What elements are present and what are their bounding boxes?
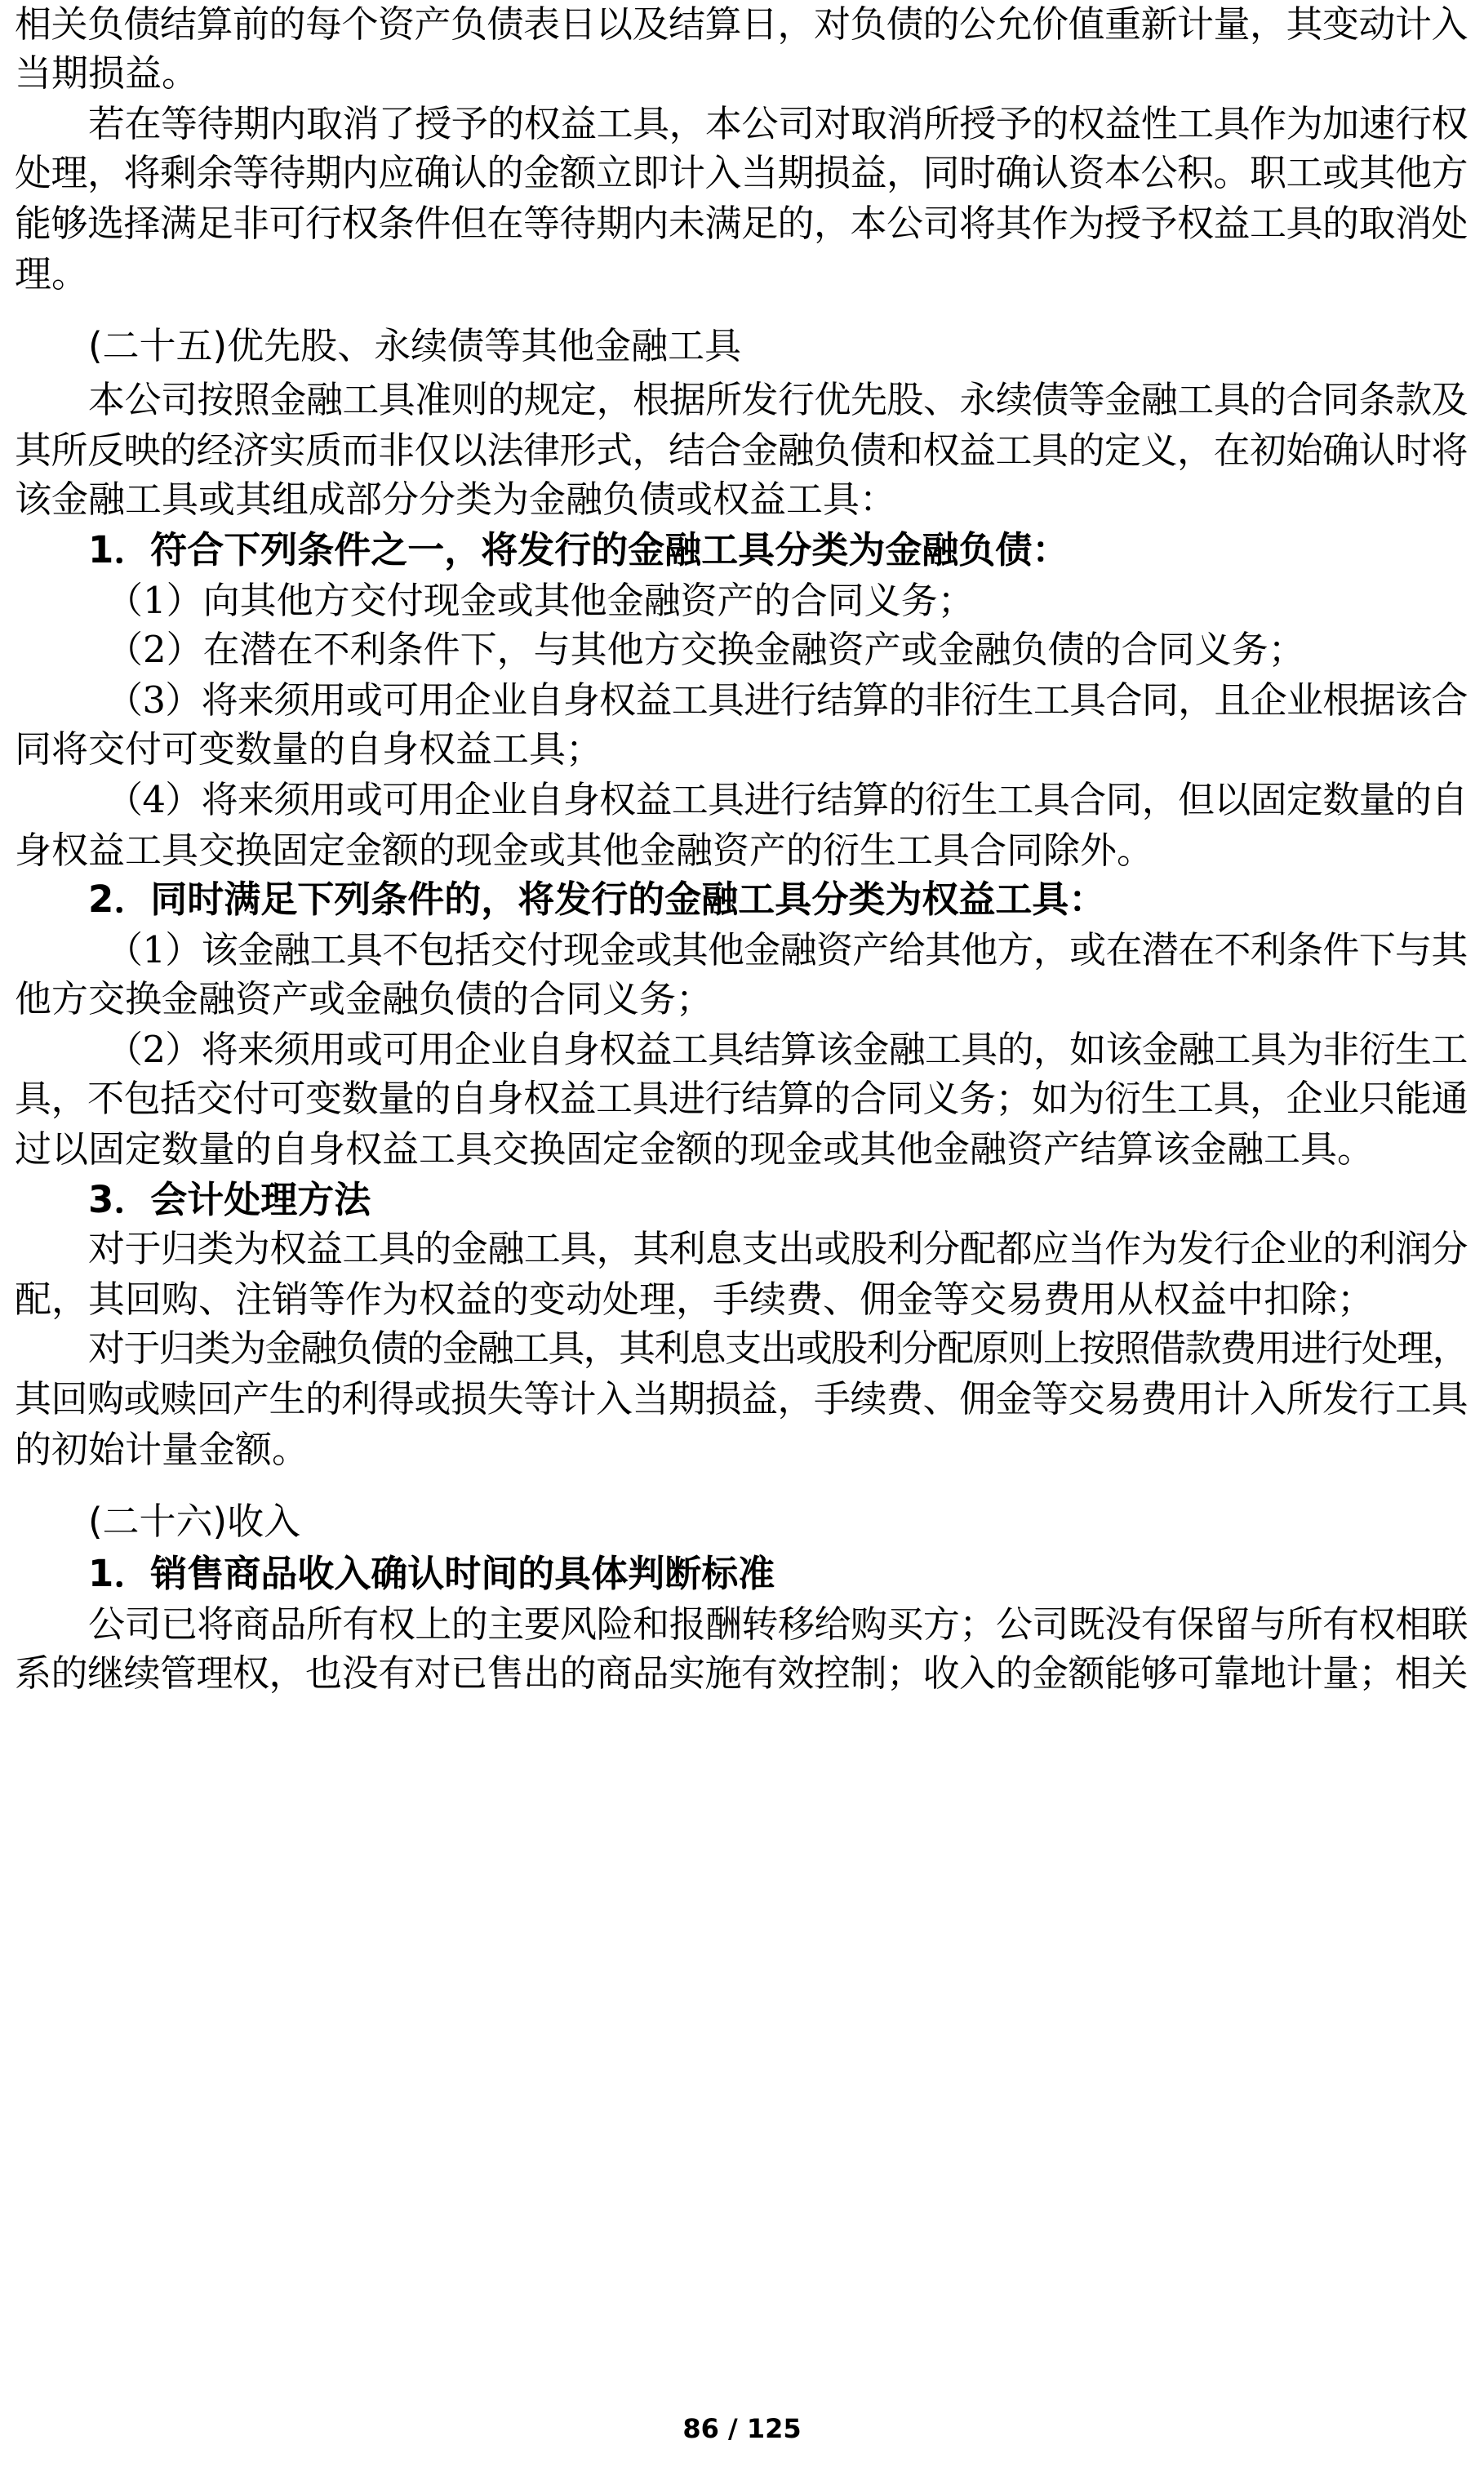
section-heading: 2．同时满足下列条件的，将发行的金融工具分类为权益工具：: [88, 878, 1106, 921]
section-heading: 1．销售商品收入确认时间的具体判断标准: [88, 1552, 775, 1595]
text-line: （1）向其他方交付现金或其他金融资产的合同义务；: [106, 579, 975, 622]
page-number: 86 / 125: [682, 2413, 802, 2444]
text-line: 的初始计量金额。: [15, 1428, 309, 1471]
text-line: （2）将来须用或可用企业自身权益工具结算该金融工具的，如该金融工具为非衍生工: [106, 1028, 1468, 1071]
text-line: 本公司按照金融工具准则的规定，根据所发行优先股、永续债等金融工具的合同条款及: [88, 378, 1468, 421]
text-line: （1）该金融工具不包括交付现金或其他金融资产给其他方，或在潜在不利条件下与其: [106, 928, 1468, 971]
text-line: 系的继续管理权，也没有对已售出的商品实施有效控制；收入的金额能够可靠地计量；相关: [15, 1651, 1468, 1695]
text-line: 配，其回购、注销等作为权益的变动处理，手续费、佣金等交易费用从权益中扣除；: [15, 1278, 1375, 1321]
text-line: （3）将来须用或可用企业自身权益工具进行结算的非衍生工具合同，且企业根据该合: [106, 678, 1468, 722]
text-line: 其所反映的经济实质而非仅以法律形式，结合金融负债和权益工具的定义，在初始确认时将: [15, 429, 1468, 472]
text-line: 过以固定数量的自身权益工具交换固定金额的现金或其他金融资产结算该金融工具。: [15, 1127, 1375, 1171]
text-line: 相关负债结算前的每个资产负债表日以及结算日，对负债的公允价值重新计量，其变动计入: [15, 2, 1468, 46]
section-heading: 1．符合下列条件之一，将发行的金融工具分类为金融负债：: [88, 528, 1069, 571]
text-line: 对于归类为金融负债的金融工具，其利息支出或股利分配原则上按照借款费用进行处理，: [88, 1327, 1468, 1370]
text-line: （2）在潜在不利条件下，与其他方交换金融资产或金融负债的合同义务；: [106, 628, 1305, 671]
text-line: 他方交换金融资产或金融负债的合同义务；: [15, 977, 713, 1020]
text-line: 当期损益。: [15, 51, 199, 95]
text-line: 能够选择满足非可行权条件但在等待期内未满足的，本公司将其作为授予权益工具的取消处: [15, 202, 1468, 245]
text-line: 处理，将剩余等待期内应确认的金额立即计入当期损益，同时确认资本公积。职工或其他方: [15, 151, 1468, 194]
text-line: 同将交付可变数量的自身权益工具；: [15, 727, 603, 771]
text-line: 对于归类为权益工具的金融工具，其利息支出或股利分配都应当作为发行企业的利润分: [88, 1227, 1468, 1270]
section-heading: 3．会计处理方法: [88, 1178, 371, 1221]
text-line: 公司已将商品所有权上的主要风险和报酬转移给购买方；公司既没有保留与所有权相联: [88, 1602, 1468, 1646]
text-line: 具，不包括交付可变数量的自身权益工具进行结算的合同义务；如为衍生工具，企业只能通: [15, 1077, 1468, 1120]
text-line: （4）将来须用或可用企业自身权益工具进行结算的衍生工具合同，但以固定数量的自: [106, 778, 1468, 821]
section-heading: (二十五)优先股、永续债等其他金融工具: [88, 324, 742, 367]
text-line: 若在等待期内取消了授予的权益工具，本公司对取消所授予的权益性工具作为加速行权: [88, 102, 1468, 145]
section-heading: (二十六)收入: [88, 1500, 301, 1543]
text-line: 该金融工具或其组成部分分类为金融负债或权益工具：: [15, 478, 897, 521]
text-line: 理。: [15, 252, 89, 296]
text-line: 其回购或赎回产生的利得或损失等计入当期损益，手续费、佣金等交易费用计入所发行工具: [15, 1377, 1468, 1420]
text-line: 身权益工具交换固定金额的现金或其他金融资产的衍生工具合同除外。: [15, 829, 1154, 872]
